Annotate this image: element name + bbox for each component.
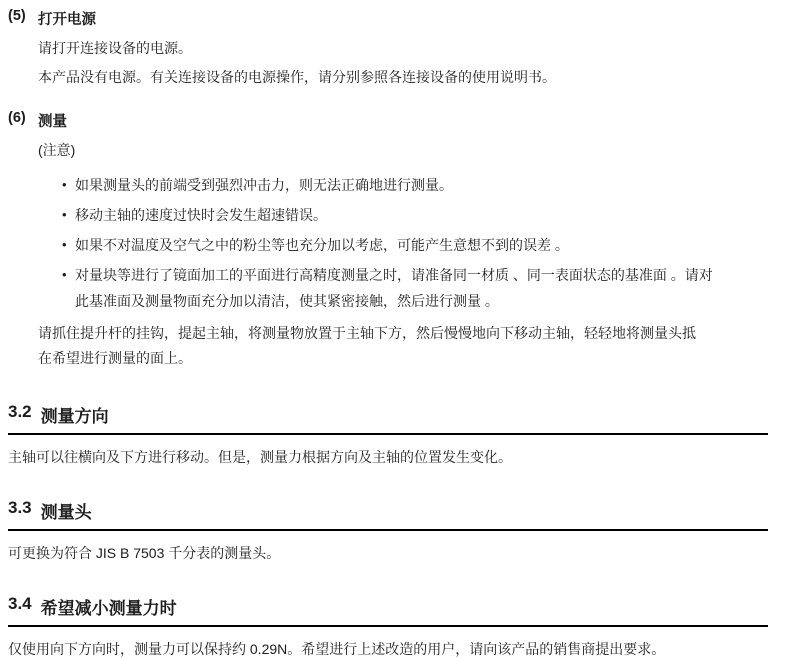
- item-5-heading: [8, 8, 792, 29]
- item-6-title: 测量: [38, 114, 67, 130]
- item-6-heading: [8, 110, 792, 131]
- item-6-closing-paragraph: 请抓住提升杆的挂钩，提起主轴，将测量物放置于主轴下方，然后慢慢地向下移动主轴，轻轻地将测量头抵在希望进行测量的面上。: [38, 325, 696, 366]
- section-3-2-heading: [8, 402, 768, 435]
- caution-bullet-list: [62, 172, 792, 314]
- list-item: [62, 202, 792, 228]
- bullet-icon: •: [62, 207, 67, 222]
- list-item: [62, 172, 792, 198]
- list-item: [62, 262, 792, 314]
- section-number: 3.3: [8, 498, 32, 517]
- bullet-text: 如果测量头的前端受到强烈冲击力，则无法正确地进行测量。: [75, 177, 453, 193]
- note-label: (注意): [38, 142, 76, 158]
- bullet-text: 如果不对温度及空气之中的粉尘等也充分加以考虑，可能产生意想不到的误差 。: [75, 237, 569, 253]
- item-5-paragraph-2: 本产品没有电源。有关连接设备的电源操作，请分别参照各连接设备的使用说明书。: [38, 69, 556, 85]
- item-5-title: 打开电源: [38, 12, 96, 28]
- section-3-4-heading: [8, 594, 768, 627]
- section-3-3-body: 可更换为符合 JIS B 7503 千分表的测量头。: [8, 545, 281, 561]
- section-title: 测量头: [40, 503, 92, 522]
- section-3-4: [8, 594, 792, 659]
- item-5-number: (5): [8, 8, 26, 24]
- bullet-icon: •: [62, 267, 67, 282]
- bullet-text: 对量块等进行了镜面加工的平面进行高精度测量之时，请准备同一材质 、同一表面状态的基准面 。请对此基准面及测量物面充分加以清洁，使其紧密接触，然后进行测量 。: [75, 267, 713, 309]
- bullet-text: 移动主轴的速度过快时会发生超速错误。: [75, 207, 327, 223]
- item-5-paragraph-1: 请打开连接设备的电源。: [38, 40, 192, 56]
- section-3-3: [8, 498, 792, 563]
- item-6-number: (6): [8, 110, 26, 126]
- section-3-4-body: 仅使用向下方向时，测量力可以保持约 0.29N。希望进行上述改造的用户，请向该产品的销售商提出要求。: [8, 641, 666, 657]
- bullet-icon: •: [62, 237, 67, 252]
- section-number: 3.4: [8, 594, 32, 613]
- section-number: 3.2: [8, 402, 32, 421]
- list-item: [62, 232, 792, 258]
- section-3-2: [8, 402, 792, 467]
- section-3-3-heading: [8, 498, 768, 531]
- section-3-2-body: 主轴可以往横向及下方进行移动。但是，测量力根据方向及主轴的位置发生变化。: [8, 449, 512, 465]
- bullet-icon: •: [62, 177, 67, 192]
- section-title: 测量方向: [40, 407, 109, 426]
- section-title: 希望减小测量力时: [40, 599, 177, 618]
